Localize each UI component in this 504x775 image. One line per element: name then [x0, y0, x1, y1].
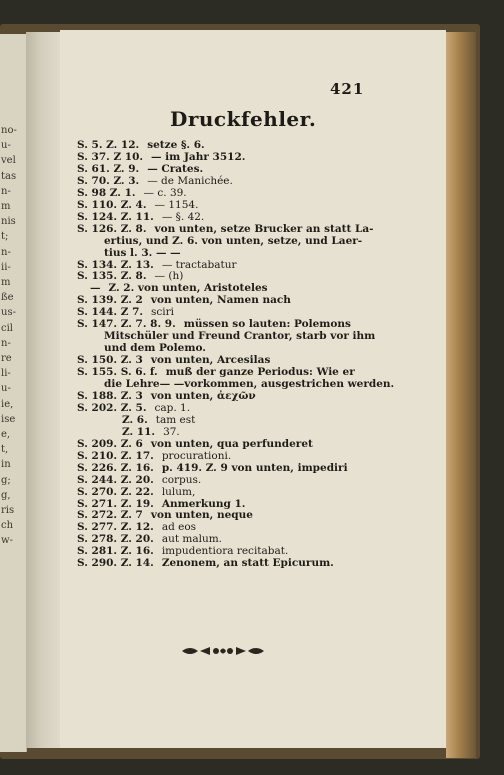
errata-correction: ad eos: [161, 521, 197, 534]
errata-correction: tam est: [155, 413, 196, 426]
errata-reference: S. 150. Z. 3: [77, 354, 143, 367]
errata-reference: S. 134. Z. 13.: [77, 258, 154, 271]
facing-page-fragment: w-: [1, 535, 13, 547]
errata-reference: S. 147. Z. 7. 8. 9.: [77, 318, 176, 331]
errata-reference: S. 110. Z. 4.: [77, 198, 147, 211]
errata-correction: — §. 42.: [161, 210, 205, 223]
errata-reference: S. 124. Z. 11.: [77, 210, 154, 223]
errata-reference: Z. 6.: [122, 413, 148, 426]
errata-reference: S. 135. Z. 8.: [77, 270, 147, 283]
errata-correction: von unten, qua perfunderet: [150, 437, 313, 450]
errata-reference: S. 155. S. 6. f.: [77, 366, 158, 379]
facing-page-fragment: m: [1, 201, 11, 212]
facing-page-fragment: m: [1, 277, 11, 288]
errata-reference: S. 188. Z. 3: [77, 389, 143, 402]
facing-page-fragment: t;: [1, 231, 9, 243]
facing-page-fragment: nis: [1, 216, 16, 228]
facing-page-fragment: ise: [1, 413, 16, 425]
facing-page-fragment: li-: [1, 368, 11, 380]
errata-reference: S. 270. Z. 22.: [77, 485, 154, 498]
errata-correction: von unten, Arcesilas: [150, 354, 271, 367]
errata-reference: S. 290. Z. 14.: [77, 557, 154, 570]
errata-correction: corpus.: [161, 473, 202, 486]
errata-correction: Zenonem, an statt Epicurum.: [161, 557, 334, 570]
errata-correction: tius l. 3. — —: [104, 246, 181, 259]
errata-correction: lulum,: [161, 485, 196, 498]
facing-page-fragment: g,: [1, 489, 11, 501]
facing-page-fragment: u-: [1, 140, 11, 152]
errata-reference: S. 278. Z. 20.: [77, 533, 154, 546]
page-number: 421: [330, 80, 365, 98]
errata-correction: 37.: [163, 425, 180, 438]
errata-reference: S. 202. Z. 5.: [77, 401, 147, 414]
errata-entry: [77, 557, 334, 570]
facing-page-fragment: vel: [1, 155, 16, 167]
facing-page-fragment: g;: [1, 474, 11, 486]
errata-correction: setze §. 6.: [147, 139, 205, 151]
errata-correction: Z. 2. von unten, Aristoteles: [108, 282, 268, 295]
errata-correction: procurationi.: [161, 449, 232, 462]
errata-reference: S. 271. Z. 19.: [77, 497, 154, 510]
facing-page-fragment: u-: [1, 383, 11, 395]
facing-page-fragment: n-: [1, 185, 11, 197]
errata-correction: müssen so lauten: Polemons: [183, 318, 351, 331]
errata-reference: S. 281. Z. 16.: [77, 545, 154, 558]
errata-correction: — (h): [154, 270, 184, 283]
errata-reference: S. 139. Z. 2: [77, 294, 143, 307]
page-title: Druckfehler.: [170, 107, 317, 131]
facing-page-fragment: n-: [1, 337, 11, 349]
errata-reference: S. 61. Z. 9.: [77, 162, 140, 175]
facing-page-fragment: ii-: [1, 261, 11, 273]
errata-correction: und dem Polemo.: [104, 342, 206, 355]
facing-page-fragment: ch: [1, 520, 14, 532]
facing-page-fragment: n-: [1, 246, 11, 258]
errata-correction: p. 419. Z. 9 von unten, impediri: [161, 461, 348, 474]
facing-page-fragment: no-: [1, 125, 17, 136]
facing-page-fragment: us-: [1, 307, 16, 319]
errata-reference: S. 210. Z. 17.: [77, 449, 154, 462]
errata-correction: — de Manichée.: [147, 174, 233, 187]
errata-correction: muß der ganze Periodus: Wie er: [165, 366, 355, 379]
errata-correction: — c. 39.: [143, 186, 187, 199]
facing-page-fragment: ris: [1, 505, 15, 516]
errata-reference: S. 226. Z. 16.: [77, 461, 154, 474]
errata-correction: — tractabatur: [161, 258, 237, 271]
facing-page-fragment: in: [1, 459, 11, 471]
facing-page-fragment: tas: [1, 170, 17, 182]
errata-correction: aut malum.: [161, 533, 223, 546]
errata-correction: — im Jahr 3512.: [151, 150, 246, 163]
errata-correction: cap. 1.: [154, 401, 191, 414]
errata-correction: von unten, neque: [150, 509, 253, 522]
errata-correction: von unten, Namen nach: [150, 294, 291, 307]
errata-reference: S. 5. Z. 12.: [77, 139, 140, 151]
errata-correction: Anmerkung 1.: [161, 497, 246, 510]
errata-correction: — 1154.: [154, 198, 199, 211]
errata-reference: S. 244. Z. 20.: [77, 473, 154, 486]
errata-correction: die Lehre— —vorkommen, ausgestrichen werden.: [104, 378, 395, 390]
errata-correction: impudentiora recitabat.: [161, 545, 289, 558]
errata-reference: S. 209. Z. 6: [77, 437, 143, 450]
errata-reference: Z. 11.: [122, 425, 156, 438]
facing-page-fragment: cil: [1, 322, 13, 334]
errata-reference: S. 272. Z. 7: [77, 509, 143, 522]
errata-correction: sciri: [151, 306, 175, 319]
errata-reference: S. 277. Z. 12.: [77, 521, 154, 534]
errata-correction: von unten, ἀεχῶν: [150, 389, 256, 402]
errata-correction: Mitschüler und Freund Crantor, starb vor ihm: [104, 330, 376, 343]
errata-reference: —: [90, 282, 101, 295]
facing-page-fragment: e,: [1, 429, 11, 440]
tailpiece-ornament: [180, 644, 266, 658]
errata-correction: — Crates.: [147, 162, 204, 175]
errata-reference: S. 126. Z. 8.: [77, 222, 147, 235]
errata-correction: von unten, setze Brucker an statt La-: [154, 222, 374, 235]
errata-reference: S. 144. Z 7.: [77, 306, 144, 319]
page-edge: [446, 32, 476, 758]
errata-reference: S. 70. Z. 3.: [77, 174, 140, 187]
errata-reference: S. 37. Z 10.: [77, 150, 144, 163]
errata-reference: S. 98 Z. 1.: [77, 186, 136, 199]
errata-correction: ertius, und Z. 6. von unten, setze, und Laer-: [104, 234, 363, 247]
facing-page: [0, 34, 27, 752]
facing-page-fragment: t,: [1, 444, 9, 456]
facing-page-fragment: ie,: [1, 398, 14, 410]
facing-page-fragment: ße: [1, 292, 14, 304]
facing-page-fragment: re: [1, 353, 12, 364]
